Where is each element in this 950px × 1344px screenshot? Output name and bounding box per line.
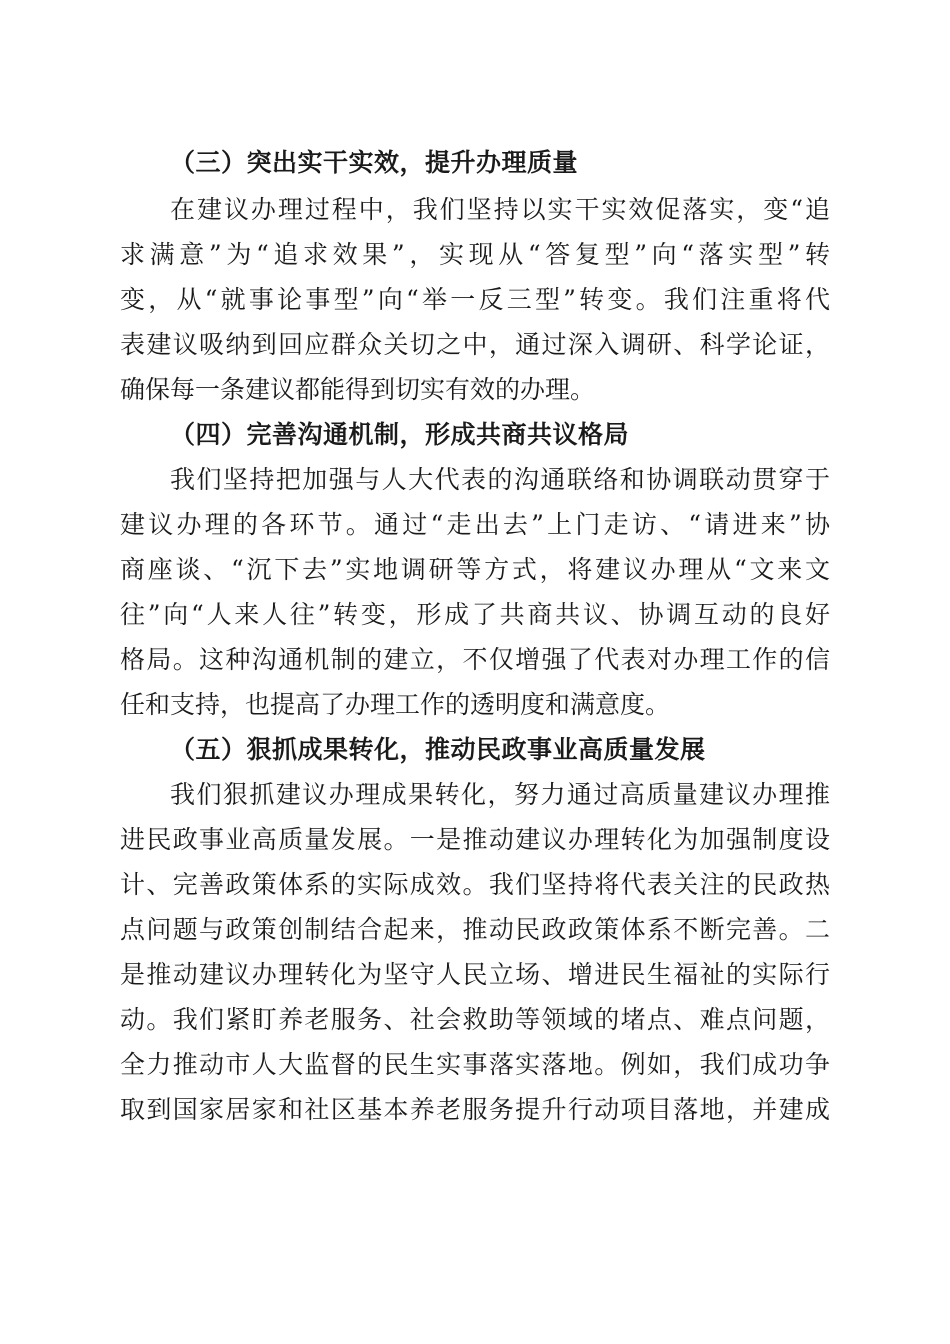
section-heading-4: （四）完善沟通机制，形成共商共议格局 [170, 420, 630, 449]
paragraph-line: 求满意”为“追求效果”，实现从“答复型”向“落实型”转 [120, 240, 830, 269]
section-heading-3: （三）突出实干实效，提升办理质量 [170, 148, 579, 177]
section-heading-5: （五）狠抓成果转化，推动民政事业高质量发展 [170, 735, 706, 764]
paragraph-line: 取到国家居家和社区基本养老服务提升行动项目落地，并建成 [120, 1095, 830, 1124]
paragraph-line: 我们狠抓建议办理成果转化，努力通过高质量建议办理推 [170, 780, 830, 809]
paragraph-line: 格局。这种沟通机制的建立，不仅增强了代表对办理工作的信 [120, 645, 830, 674]
paragraph-line: 进民政事业高质量发展。一是推动建议办理转化为加强制度设 [120, 825, 830, 854]
paragraph-line: 动。我们紧盯养老服务、社会救助等领域的堵点、难点问题， [120, 1005, 830, 1034]
paragraph-line: 计、完善政策体系的实际成效。我们坚持将代表关注的民政热 [120, 870, 830, 899]
paragraph-line: 往”向“人来人往”转变，形成了共商共议、协调互动的良好 [120, 600, 830, 629]
paragraph-line: 表建议吸纳到回应群众关切之中，通过深入调研、科学论证， [120, 330, 830, 359]
paragraph-line: 确保每一条建议都能得到切实有效的办理。 [120, 375, 596, 404]
paragraph-line: 点问题与政策创制结合起来，推动民政政策体系不断完善。二 [120, 915, 830, 944]
paragraph-line: 是推动建议办理转化为坚守人民立场、增进民生福祉的实际行 [120, 960, 830, 989]
paragraph-line: 在建议办理过程中，我们坚持以实干实效促落实，变“追 [170, 195, 830, 224]
paragraph-line: 我们坚持把加强与人大代表的沟通联络和协调联动贯穿于 [170, 465, 830, 494]
paragraph-line: 全力推动市人大监督的民生实事落实落地。例如，我们成功争 [120, 1050, 830, 1079]
paragraph-line: 任和支持，也提高了办理工作的透明度和满意度。 [120, 690, 671, 719]
paragraph-line: 商座谈、“沉下去”实地调研等方式，将建议办理从“文来文 [120, 555, 830, 584]
paragraph-line: 变，从“就事论事型”向“举一反三型”转变。我们注重将代 [120, 285, 830, 314]
paragraph-line: 建议办理的各环节。通过“走出去”上门走访、“请进来”协 [120, 510, 830, 539]
